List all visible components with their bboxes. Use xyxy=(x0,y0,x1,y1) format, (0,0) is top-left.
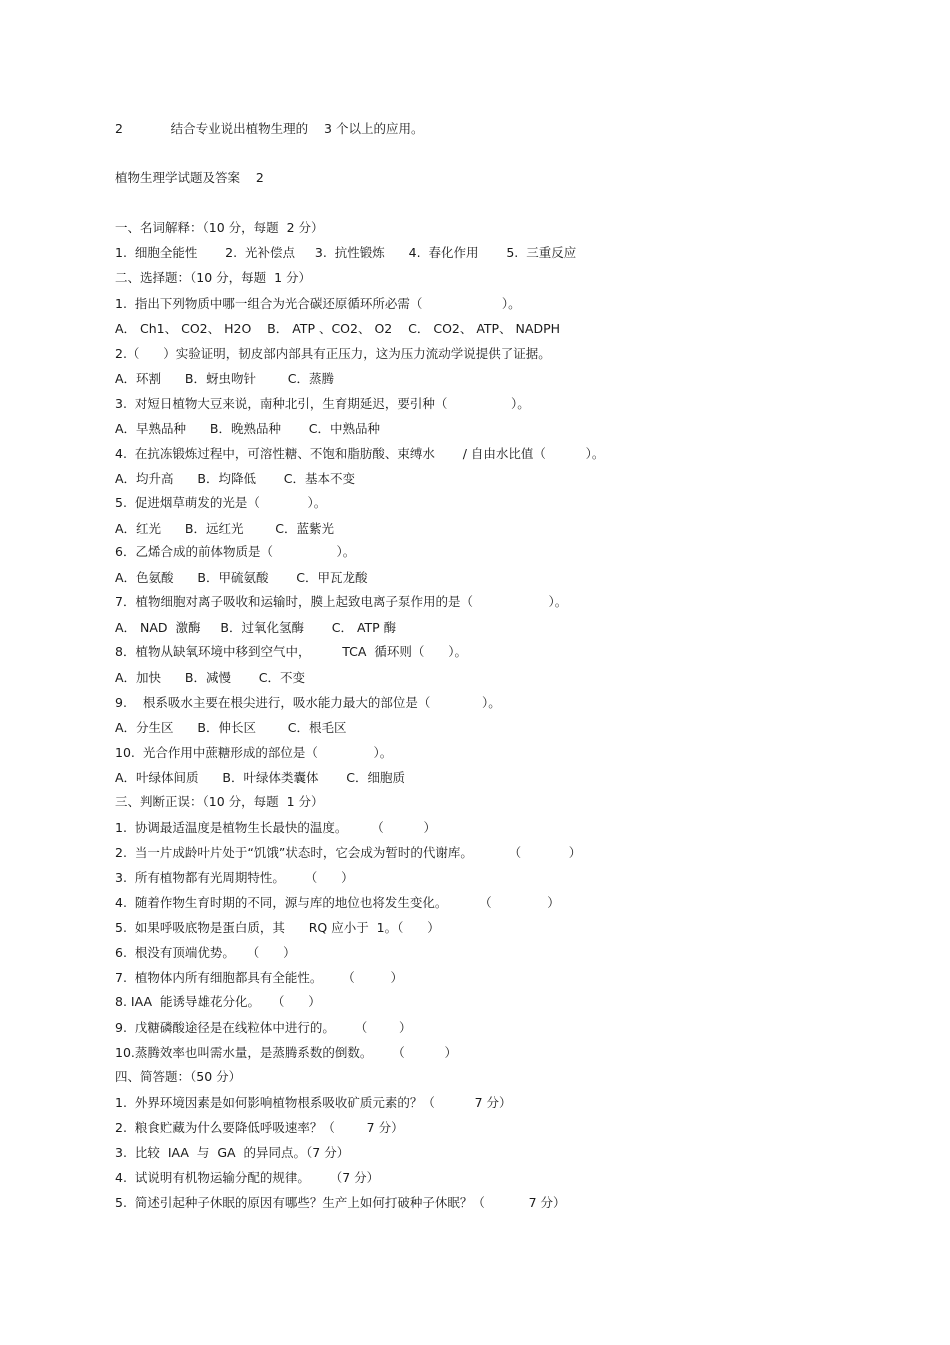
true-false-item: 10.蒸腾效率也叫需水量，是蒸腾系数的倒数。 （ ） xyxy=(115,1045,457,1060)
true-false-item: 7. 植物体内所有细胞都具有全能性。 （ ） xyxy=(115,970,404,985)
true-false-item: 1. 协调最适温度是植物生长最快的温度。 （ ） xyxy=(115,820,436,835)
true-false-item: 9. 戊糖磷酸途径是在线粒体中进行的。 （ ） xyxy=(115,1020,412,1035)
true-false-item: 2. 当一片成龄叶片处于“饥饿”状态时，它会成为暂时的代谢库。 （ ） xyxy=(115,845,582,860)
answer-options: A．色氨酸 B．甲硫氨酸 C．甲瓦龙酸 xyxy=(115,570,368,585)
document-title: 植物生理学试题及答案 2 xyxy=(115,170,264,185)
answer-options: A．加快 B．减慢 C．不变 xyxy=(115,670,306,685)
answer-options: A．早熟品种 B．晚熟品种 C．中熟品种 xyxy=(115,421,381,436)
section-heading: 一、名词解释：（10 分，每题 2 分） xyxy=(115,220,324,235)
true-false-item: 5. 如果呼吸底物是蛋白质，其 RQ 应小于 1。（ ） xyxy=(115,920,440,935)
answer-options: A． NAD 激酶 B．过氧化氢酶 C． ATP 酶 xyxy=(115,620,397,635)
section-heading: 二、选择题：（10 分，每题 1 分） xyxy=(115,270,312,285)
true-false-item: 6. 根没有顶端优势。 （ ） xyxy=(115,945,296,960)
question: 1. 指出下列物质中哪一组合为光合碳还原循环所必需（ ）。 xyxy=(115,296,521,311)
text-line: 1. 细胞全能性 2. 光补偿点 3. 抗性锻炼 4. 春化作用 5. 三重反应 xyxy=(115,245,577,260)
question: 4. 在抗冻锻炼过程中，可溶性糖、不饱和脂肪酸、束缚水 / 自由水比值（ ）。 xyxy=(115,446,605,461)
short-answer-question: 1. 外界环境因素是如何影响植物根系吸收矿质元素的？（ 7 分） xyxy=(115,1095,512,1110)
true-false-item: 8. IAA 能诱导雄花分化。 （ ） xyxy=(115,994,321,1009)
text-line: 2 结合专业说出植物生理的 3 个以上的应用。 xyxy=(115,121,424,136)
short-answer-question: 3. 比较 IAA 与 GA 的异同点。（7 分） xyxy=(115,1145,350,1160)
answer-options: A．环割 B．蚜虫吻针 C．蒸腾 xyxy=(115,371,334,386)
question: 9. 根系吸水主要在根尖进行，吸水能力最大的部位是（ ）。 xyxy=(115,695,501,710)
answer-options: A． Ch1、 CO2、 H2O B． ATP 、CO2、 O2 C． CO2、 ATP、 NADPH xyxy=(115,321,561,336)
section-heading: 三、判断正误：（10 分，每题 1 分） xyxy=(115,794,324,809)
short-answer-question: 4. 试说明有机物运输分配的规律。 （7 分） xyxy=(115,1170,380,1185)
question: 5. 促进烟草萌发的光是（ ）。 xyxy=(115,495,327,510)
question: 8．植物从缺氧环境中移到空气中， TCA 循环则（ ）。 xyxy=(115,644,467,659)
answer-options: A．均升高 B．均降低 C．基本不变 xyxy=(115,471,356,486)
question: 2.（ ）实验证明，韧皮部内部具有正压力，这为压力流动学说提供了证据。 xyxy=(115,346,551,361)
question: 3. 对短日植物大豆来说，南种北引，生育期延迟，要引种（ ）。 xyxy=(115,396,530,411)
question: 10. 光合作用中蔗糖形成的部位是（ ）。 xyxy=(115,745,393,760)
short-answer-question: 2. 粮食贮藏为什么要降低呼吸速率？（ 7 分） xyxy=(115,1120,404,1135)
section-heading: 四、简答题：（50 分） xyxy=(115,1069,242,1084)
answer-options: A．分生区 B．伸长区 C．根毛区 xyxy=(115,720,347,735)
question: 7．植物细胞对离子吸收和运输时，膜上起致电离子泵作用的是（ ）。 xyxy=(115,594,568,609)
true-false-item: 3. 所有植物都有光周期特性。 （ ） xyxy=(115,870,354,885)
answer-options: A．红光 B．远红光 C．蓝紫光 xyxy=(115,521,334,536)
true-false-item: 4. 随着作物生育时期的不同，源与库的地位也将发生变化。 （ ） xyxy=(115,895,560,910)
short-answer-question: 5. 简述引起种子休眠的原因有哪些？生产上如何打破种子休眠？（ 7 分） xyxy=(115,1195,566,1210)
answer-options: A．叶绿体间质 B．叶绿体类囊体 C．细胞质 xyxy=(115,770,406,785)
question: 6．乙烯合成的前体物质是（ ）。 xyxy=(115,544,356,559)
